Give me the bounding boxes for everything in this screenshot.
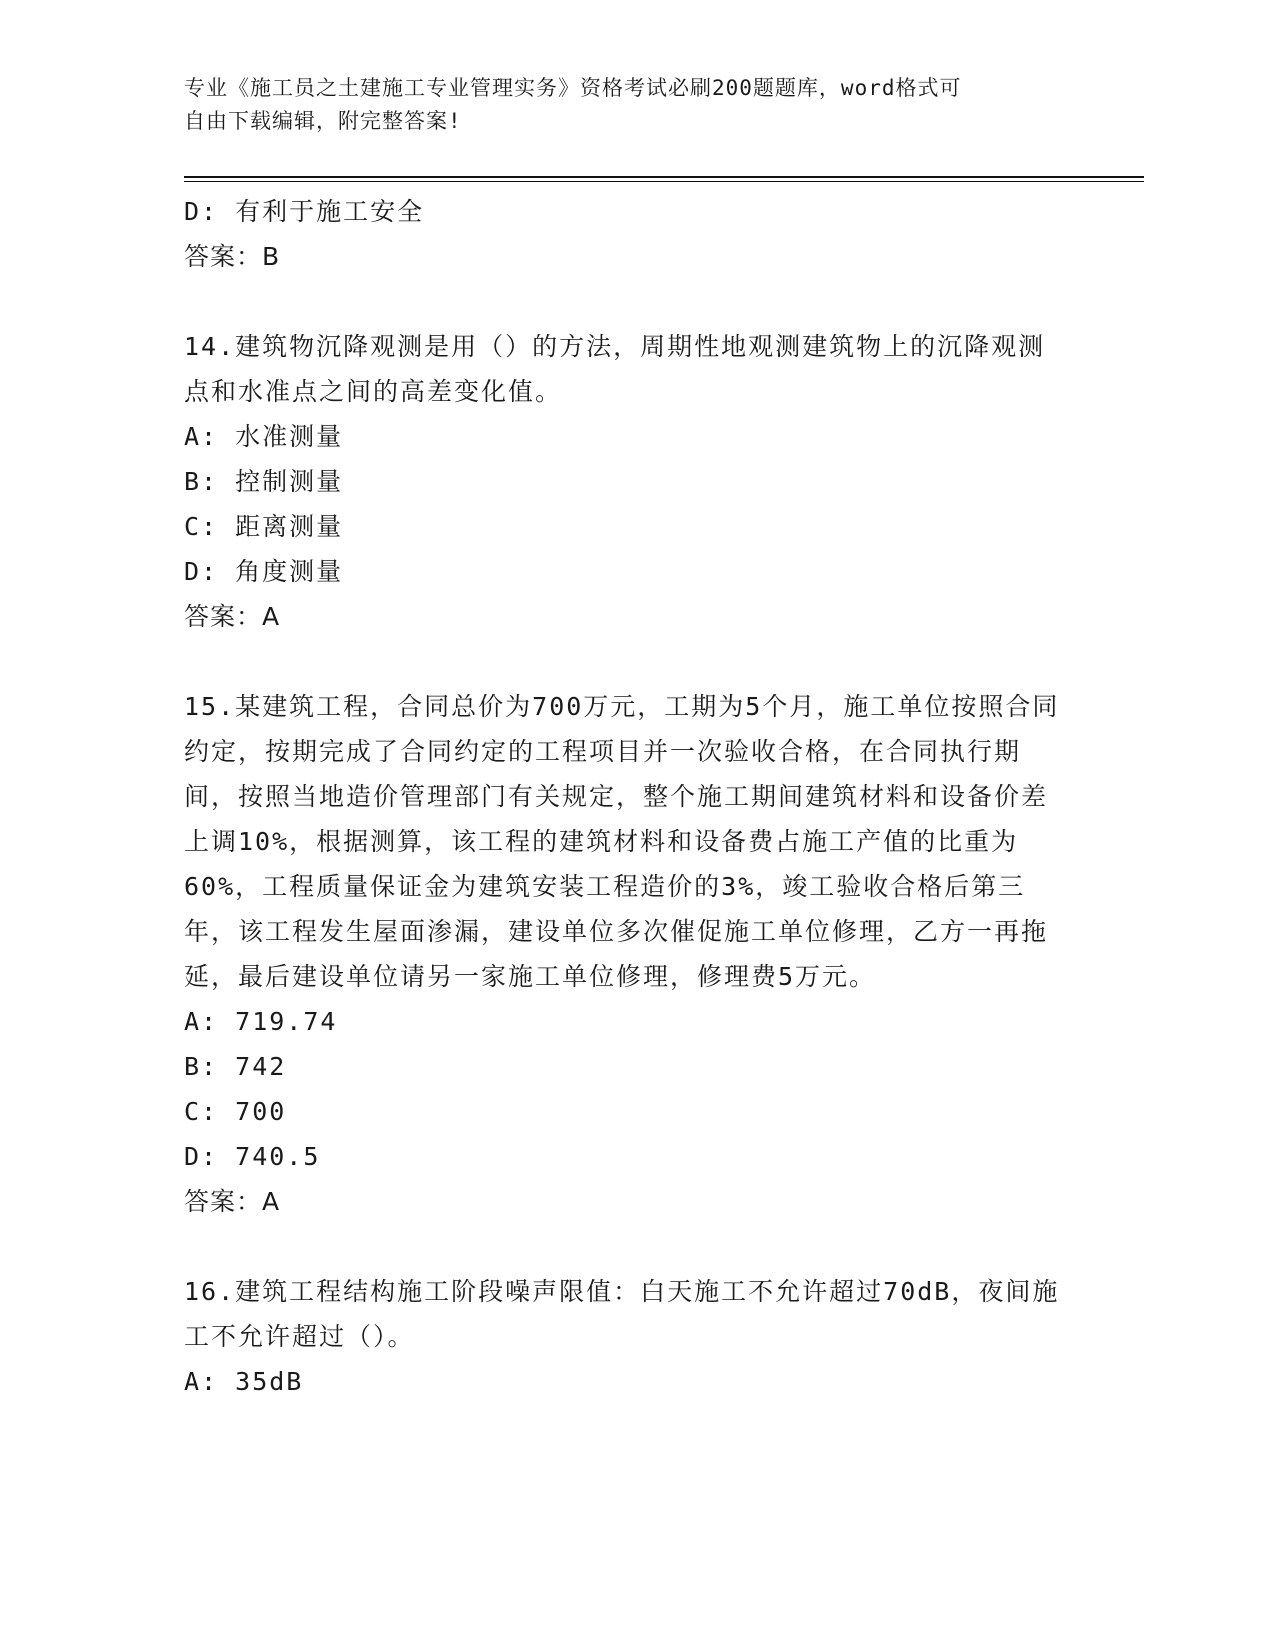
answer-line: 答案：B: [184, 242, 281, 271]
option-d: D: 角度测量: [184, 557, 344, 586]
header-divider-thin: [184, 181, 1144, 182]
spacer: [184, 279, 1064, 324]
answer-line: 答案：A: [184, 1187, 281, 1216]
prev-question-tail: [184, 189, 1064, 279]
question-stem: 15.某建筑工程，合同总价为700万元，工期为5个月，施工单位按照合同约定，按期完成了合同约定的工程项目并一次验收合格，在合同执行期间，按照当地造价管理部门有关规定，整个施工期间建筑材料和设备价差上调10%，根据测算，该工程的建筑材料和设备费占施工产值的比重为60%，工程质量保证金为建筑安装工程造价的3%，竣工验收合格后第三年，该工程发生屋面渗漏，建设单位多次催促施工单位修理，乙方一再拖延，最后建设单位请另一家施工单位修理，修理费5万元。: [184, 692, 1060, 991]
question-16: [184, 1269, 1064, 1404]
option-a: A: 水准测量: [184, 422, 344, 451]
header-title-line-1: 专业《施工员之土建施工专业管理实务》资格考试必刷200题题库，word格式可: [184, 76, 962, 100]
question-stem: 14.建筑物沉降观测是用（）的方法，周期性地观测建筑物上的沉降观测点和水准点之间的高差变化值。: [184, 332, 1046, 406]
header-divider-thick: [184, 176, 1144, 178]
question-14: [184, 324, 1064, 639]
answer-line: 答案：A: [184, 602, 281, 631]
option-a: A: 35dB: [184, 1367, 304, 1396]
option-c: C: 700: [184, 1097, 287, 1126]
document-header: [184, 72, 1064, 138]
option-c: C: 距离测量: [184, 512, 344, 541]
option-a: A: 719.74: [184, 1007, 338, 1036]
option-b: B: 742: [184, 1052, 287, 1081]
spacer: [184, 639, 1064, 684]
header-title-line-2: 自由下载编辑，附完整答案!: [184, 109, 462, 133]
option-b: B: 控制测量: [184, 467, 344, 496]
question-content: [184, 189, 1064, 1404]
spacer: [184, 1224, 1064, 1269]
option-d: D: 740.5: [184, 1142, 321, 1171]
question-15: [184, 684, 1064, 1224]
option-d: D: 有利于施工安全: [184, 197, 425, 226]
question-stem: 16.建筑工程结构施工阶段噪声限值：白天施工不允许超过70dB，夜间施工不允许超过（）。: [184, 1277, 1060, 1351]
